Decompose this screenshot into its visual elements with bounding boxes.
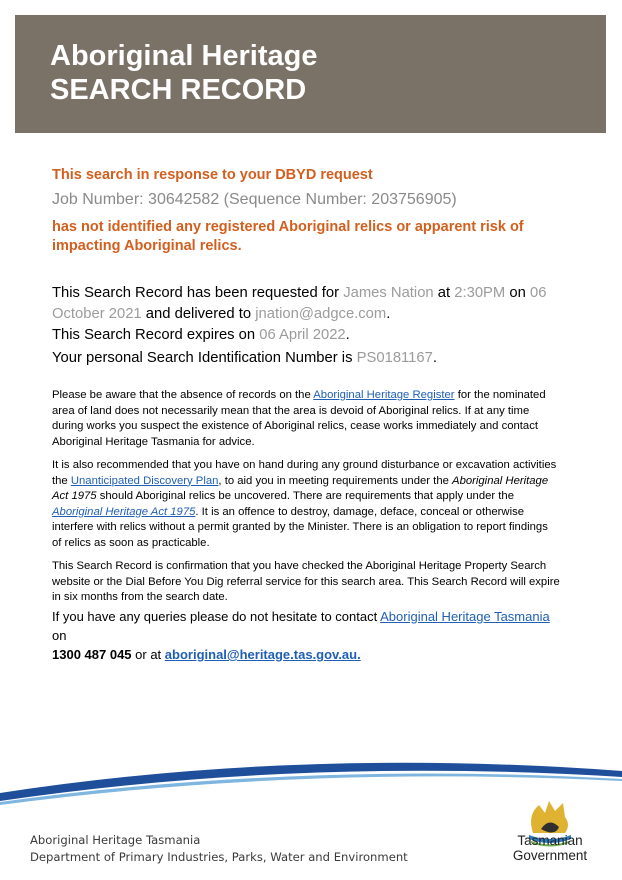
record-details — [52, 283, 560, 369]
act-link[interactable]: Aboriginal Heritage Act 1975 — [52, 505, 196, 518]
header-banner — [15, 15, 606, 133]
p1-before: Please be aware that the absence of records on the — [52, 389, 311, 401]
act-title: Aboriginal Heritage Act 1975 — [52, 474, 549, 502]
aht-link[interactable]: Aboriginal Heritage Tasmania — [380, 609, 550, 624]
discovery-plan-link[interactable]: Unanticipated Discovery Plan — [70, 474, 219, 487]
at-word: at — [437, 285, 451, 301]
delivered-prefix: and delivered to — [145, 306, 252, 322]
search-id-prefix: Your personal Search Identification Number is — [52, 350, 353, 366]
logo-line-2: Government — [512, 848, 588, 863]
search-result: has not identified any registered Aboriginal relics or apparent risk of impacting Aboriginal relics. — [52, 219, 524, 254]
request-date: 06 October 2021 — [52, 285, 547, 322]
requested-prefix: This Search Record has been requested for — [52, 285, 340, 301]
contact-before: If you have any queries please do not hesitate to contact — [52, 609, 378, 624]
contact-paragraph — [52, 607, 560, 664]
search-id-line: Your personal Search Identification Number is PS0181167. — [52, 350, 437, 366]
paragraph-discovery-plan — [52, 458, 560, 551]
contact-on: on — [52, 628, 67, 643]
job-number: Job Number: 30642582 (Sequence Number: 203756905) — [52, 191, 457, 208]
contact-or-at: or at — [135, 647, 162, 662]
expires-prefix: This Search Record expires on — [52, 327, 256, 343]
expiry-line: This Search Record expires on 06 April 2022. — [52, 327, 350, 343]
request-time: 2:30PM — [454, 285, 506, 301]
page-title — [50, 39, 318, 107]
p2-middle2: should Aboriginal relics be uncovered. There are requirements that apply under the — [99, 490, 514, 502]
expiry-date: 06 April 2022 — [259, 327, 346, 343]
search-id: PS0181167 — [356, 350, 433, 366]
footer-line-1: Aboriginal Heritage Tasmania — [30, 833, 201, 847]
p1-after: for the nominated area of land does not necessarily mean that the area is devoid of Aboriginal relics. If at any time during works you suspect the existence of Aboriginal relics, cease works immediately and contact Aboriginal Heritage Tasmania for advice. — [52, 389, 546, 448]
p2-middle: , to aid you in meeting requirements under the — [218, 474, 449, 487]
title-line-1: Aboriginal Heritage — [50, 40, 318, 72]
notice-body — [52, 388, 560, 614]
p2-after: . It is an offence to destroy, damage, deface, conceal or otherwise interfere with relics without a permit granted by the Minister. There is an obligation to report findings of relics as soon as practicable. — [52, 505, 548, 549]
p2-before: It is also recommended that you have on hand during any ground disturbance or excavation activities the — [52, 459, 557, 487]
footer-line-2: Department of Primary Industries, Parks, Water and Environment — [30, 850, 408, 864]
register-link[interactable]: Aboriginal Heritage Register — [313, 389, 455, 401]
paragraph-register — [52, 388, 560, 450]
delivery-email: jnation@adgce.com — [255, 306, 387, 322]
requester-name: James Nation — [343, 285, 434, 301]
intro-heading: This search in response to your DBYD request — [52, 167, 373, 183]
logo-wordmark — [500, 833, 600, 863]
paragraph-confirmation: This Search Record is confirmation that you have checked the Aboriginal Heritage Property Search website or the Dial Before You Dig referral service for this search area. This Search Record will expire in six months from the search date. — [52, 560, 560, 603]
title-line-2: SEARCH RECORD — [50, 74, 307, 106]
footer-organisation — [30, 832, 408, 866]
logo-line-1: Tasmanian — [517, 833, 583, 848]
requested-line: This Search Record has been requested for James Nation at 2:30PM on 06 October 2021 and delivered to jnation@adgce.com. — [52, 285, 547, 322]
contact-email-link[interactable]: aboriginal@heritage.tas.gov.au. — [164, 647, 361, 662]
on-word: on — [509, 285, 526, 301]
contact-phone: 1300 487 045 — [52, 647, 132, 662]
